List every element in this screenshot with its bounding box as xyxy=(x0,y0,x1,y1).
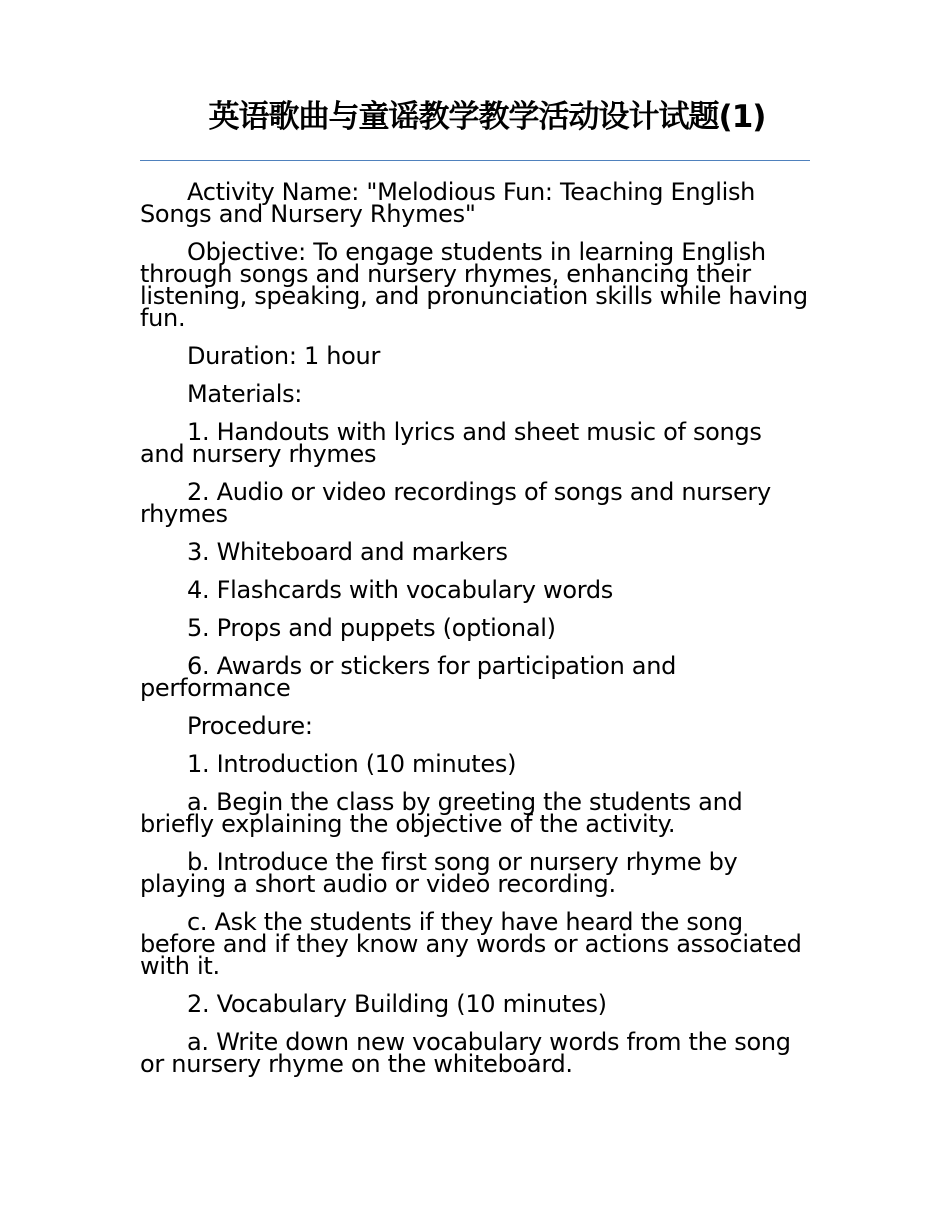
procedure-step-2: 2. Vocabulary Building (10 minutes) xyxy=(187,990,607,1018)
procedure-heading: Procedure: xyxy=(187,712,313,740)
procedure-step-1: 1. Introduction (10 minutes) xyxy=(187,750,517,778)
materials-item-2: 2. Audio or video recordings of songs and nursery rhymes xyxy=(140,478,771,528)
materials-heading: Materials: xyxy=(187,380,303,408)
procedure-step-1c: c. Ask the students if they have heard the song before and if they know any words or actions associated with it. xyxy=(140,908,802,980)
document-title: 英语歌曲与童谣教学教学活动设计试题(1) xyxy=(208,99,766,135)
materials-item-4: 4. Flashcards with vocabulary words xyxy=(187,576,613,604)
duration-paragraph: Duration: 1 hour xyxy=(187,342,381,370)
materials-item-1: 1. Handouts with lyrics and sheet music of songs and nursery rhymes xyxy=(140,418,762,468)
activity-name-paragraph: Activity Name: "Melodious Fun: Teaching English Songs and Nursery Rhymes" xyxy=(140,178,756,228)
materials-item-6: 6. Awards or stickers for participation and performance xyxy=(140,652,677,702)
materials-item-3: 3. Whiteboard and markers xyxy=(187,538,508,566)
procedure-step-1a: a. Begin the class by greeting the students and briefly explaining the objective of the activity. xyxy=(140,788,743,838)
document-body xyxy=(140,178,810,1091)
materials-item-5: 5. Props and puppets (optional) xyxy=(187,614,556,642)
procedure-step-2a: a. Write down new vocabulary words from the song or nursery rhyme on the whiteboard. xyxy=(140,1028,791,1078)
title-divider xyxy=(140,160,810,161)
procedure-step-1b: b. Introduce the first song or nursery rhyme by playing a short audio or video recording. xyxy=(140,848,738,898)
objective-paragraph: Objective: To engage students in learning English through songs and nursery rhymes, enhancing their listening, speaking, and pronunciation skills while having fun. xyxy=(140,238,808,332)
